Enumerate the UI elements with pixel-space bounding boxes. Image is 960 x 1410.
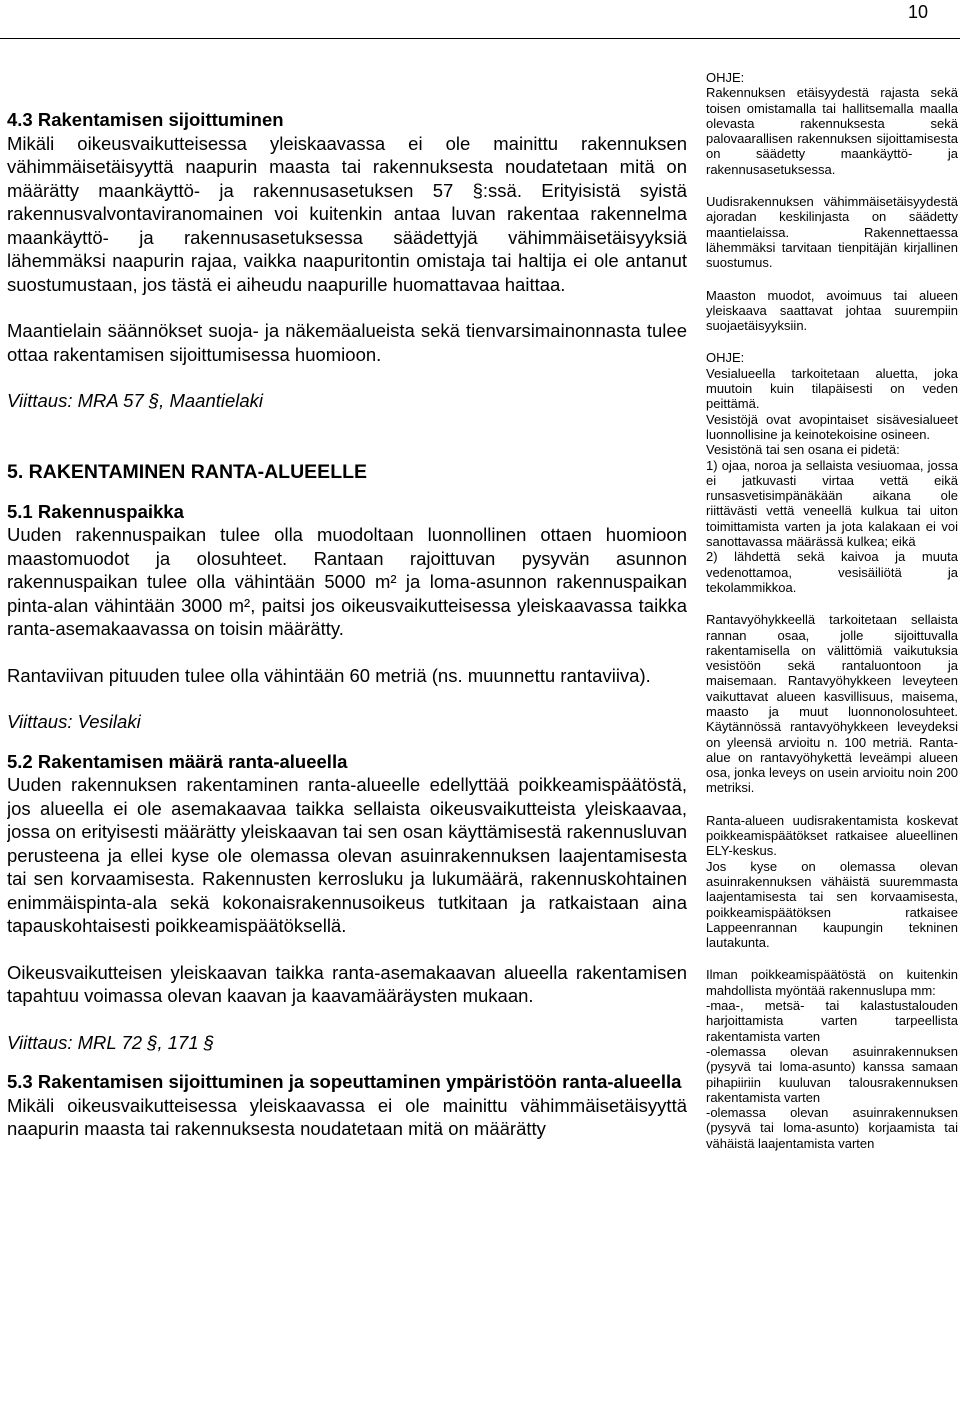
page-number: 10: [907, 2, 928, 22]
section-5-1-reference: Viittaus: Vesilaki: [7, 711, 141, 732]
water-area-definition: Vesialueella tarkoitetaan aluetta, joka muutoin kuin tilapäisesti on veden peittämä.: [706, 365, 958, 412]
permit-case-3: -olemassa olevan asuinrakennuksen (pysyvä tai loma-asunto) korjaamista tai vähäistä laajentamista varten: [706, 1105, 958, 1151]
permit-case-2: -olemassa olevan asuinrakennuksen (pysyvä tai loma-asunto) kanssa samaan pihapiiriin kuuluvan talousrakennuksen rakentamista varten: [706, 1043, 958, 1105]
section-4-3-paragraph-1: Mikäli oikeusvaikutteisessa yleiskaavassa ei ole mainittu rakennuksen vähimmäisetäisyyttä naapurin maasta tai rakennuksesta noudatetaan mitä on määrätty maankäyttö- ja rakennusasetuksen 57 §:ssä. Erityisistä syistä rakennusvalvontaviranomainen voi kuitenkin antaa luvan rakentaa rakennelma maankäyttö- ja rakennusasetuksessa säädettyjä vähimmäisetäisyyksiä lähemmäksi naapurin rajaa, vaikka naapuritontin omistaja tai haltija ei ole antanut suostumustaan, jos tästä ei aiheudu naapurille huomattavaa haittaa.: [7, 132, 687, 295]
section-5-2-paragraph-2: Oikeusvaikutteisen yleiskaavan taikka ranta-asemakaavan alueella rakentamisen tapahtuu voimassa olevan kaavan ja kaavamääräysten mukaan.: [7, 961, 687, 1006]
road-distance-note: Uudisrakennuksen vähimmäisetäisyydestä ajoradan keskilinjasta on säädetty maantielaissa. Rakennettaessa lähemmäksi tarvitaan tienpitäjän kirjallinen suostumus.: [706, 194, 958, 271]
watercourse-exclusions-intro: Vesistönä tai sen osana ei pidetä:: [706, 442, 900, 458]
extension-authority-note: Jos kyse on olemassa olevan asuinrakennuksen vähäistä suuremmasta laajentamisesta tai sen korvaamisesta, poikkeamispäätöksen ratkaisee Lappeenrannan kaupungin tekninen lautakunta.: [706, 858, 958, 951]
guidance-1-text: Rakennuksen etäisyydestä rajasta sekä toisen omistamalla tai hallitsemalla maalla olevasta rakennuksesta sekä palovaarallisen rakennuksen sijoittamisesta on säädetty maankäyttö- ja rakennusasetuksessa.: [706, 85, 958, 177]
terrain-note: Maaston muodot, avoimuus tai alueen yleiskaava saattavat johtaa suurempiin suojaetäisyyksiin.: [706, 287, 958, 334]
section-4-3-paragraph-2: Maantielain säännökset suoja- ja näkemäalueista sekä tienvarsimainonnasta tulee ottaa rakentamisen sijoittumisessa huomioon.: [7, 320, 687, 365]
watercourse-exclusion-1: 1) ojaa, noroa ja sellaista vesiuomaa, jossa ei jatkuvasti virtaa vettä eikä runsasvetisimpänäkään aikana ole riittävästi vettä veneellä kulkua tai uiton toimittamista varten ja jota kalakaan ei voi sanottavassa määrässä kulkea; eikä: [706, 457, 958, 550]
section-5-2-reference: Viittaus: MRL 72 §, 171 §: [7, 1031, 215, 1053]
header-divider: [0, 38, 960, 39]
section-5-1-paragraph-2: Rantaviivan pituuden tulee olla vähintään 60 metriä (ns. muunnettu rantaviiva).: [7, 664, 651, 686]
guidance-1-label: OHJE:: [706, 70, 745, 85]
shore-exemption-authority: Ranta-alueen uudisrakentamista koskevat poikkeamispäätökset ratkaisee alueellinen ELY-keskus.: [706, 812, 958, 859]
watercourse-definition: Vesistöjä ovat avopintaiset sisävesialueet luonnollisine ja keinotekoisine osineen.: [706, 411, 958, 442]
watercourse-exclusion-2: 2) lähdettä sekä kaivoa ja muuta vedenottamoa, vesisäiliötä ja tekolammikkoa.: [706, 549, 958, 595]
section-4-3-heading: 4.3 Rakentamisen sijoittuminen: [7, 109, 284, 130]
section-5-2-paragraph-1: Uuden rakennuksen rakentaminen ranta-alueelle edellyttää poikkeamispäätöstä, jos alueella ei ole asemakaavaa taikka sellaista oikeusvaikutteista yleiskaavaa, jossa on erityisesti määrätty yleiskaavan tai sen osan käyttämisestä rakennusluvan perusteena ja ellei kyse ole olemassa olevan asuinrakennuksen laajentamisesta tai sen korvaamisesta. Rakennusten kerrosluku ja lukumäärä, rakennuskohtainen enimmäispinta-ala sekä kokonaisrakennusoikeus tutkitaan ja ratkaistaan aina tapauskohtaisesti poikkeamispäätöksellä.: [7, 774, 687, 936]
section-4-3-reference: Viittaus: MRA 57 §, Maantielaki: [7, 390, 264, 411]
section-5-3-heading: 5.3 Rakentamisen sijoittuminen ja sopeuttaminen ympäristöön ranta-alueella: [7, 1071, 682, 1092]
chapter-5-heading: 5. RAKENTAMINEN RANTA-ALUEELLE: [7, 460, 368, 483]
section-5-1-paragraph-1: Uuden rakennuspaikan tulee olla muodoltaan luonnollinen ottaen huomioon maastomuodot ja olosuhteet. Rantaan rajoittuvan pysyvän asunnon rakennuspaikan tulee olla vähintään 5000 m² ja loma-asunnon rakennuspaikan pinta-alan vähintään 3000 m², paitsi jos oikeusvaikutteisessa yleiskaavassa taikka ranta-asemakaavassa on toisin määrätty.: [7, 524, 687, 639]
permit-without-exemption-intro: Ilman poikkeamispäätöstä on kuitenkin mahdollista myöntää rakennuslupa mm:: [706, 967, 958, 998]
section-5-2-heading: 5.2 Rakentamisen määrä ranta-alueella: [7, 750, 348, 772]
permit-case-1: -maa-, metsä- tai kalastustalouden harjoittamista varten tarpeellista rakentamista varten: [706, 998, 958, 1044]
shore-zone-definition: Rantavyöhykkeellä tarkoitetaan sellaista rannan osaa, jolle sijoittuvalla rakentamisella on välittömiä vaikutuksia vesistöön sekä rantaluontoon ja maisemaan. Rantavyöhykkeen leveyteen vaikuttavat alueen kasvillisuus, maisema, maasto ja muut luonnonolosuhteet. Käytännössä rantavyöhykkeen leveydeksi on yleensä arvioitu n. 100 metriä. Ranta-alue on rantavyöhykettä leveämpi alueen osa, jonka leveys on usein arvioitu noin 200 metriksi.: [706, 612, 958, 796]
guidance-2-label: OHJE:: [706, 350, 745, 366]
section-5-3-paragraph-1: Mikäli oikeusvaikutteisessa yleiskaavassa ei ole mainittu vähimmäisetäisyyttä naapurin maasta tai rakennuksesta noudatetaan mitä on määrätty: [7, 1094, 687, 1139]
guidance-column: [706, 70, 958, 1410]
main-column: [7, 108, 687, 1408]
section-5-1-heading: 5.1 Rakennuspaikka: [7, 500, 184, 522]
